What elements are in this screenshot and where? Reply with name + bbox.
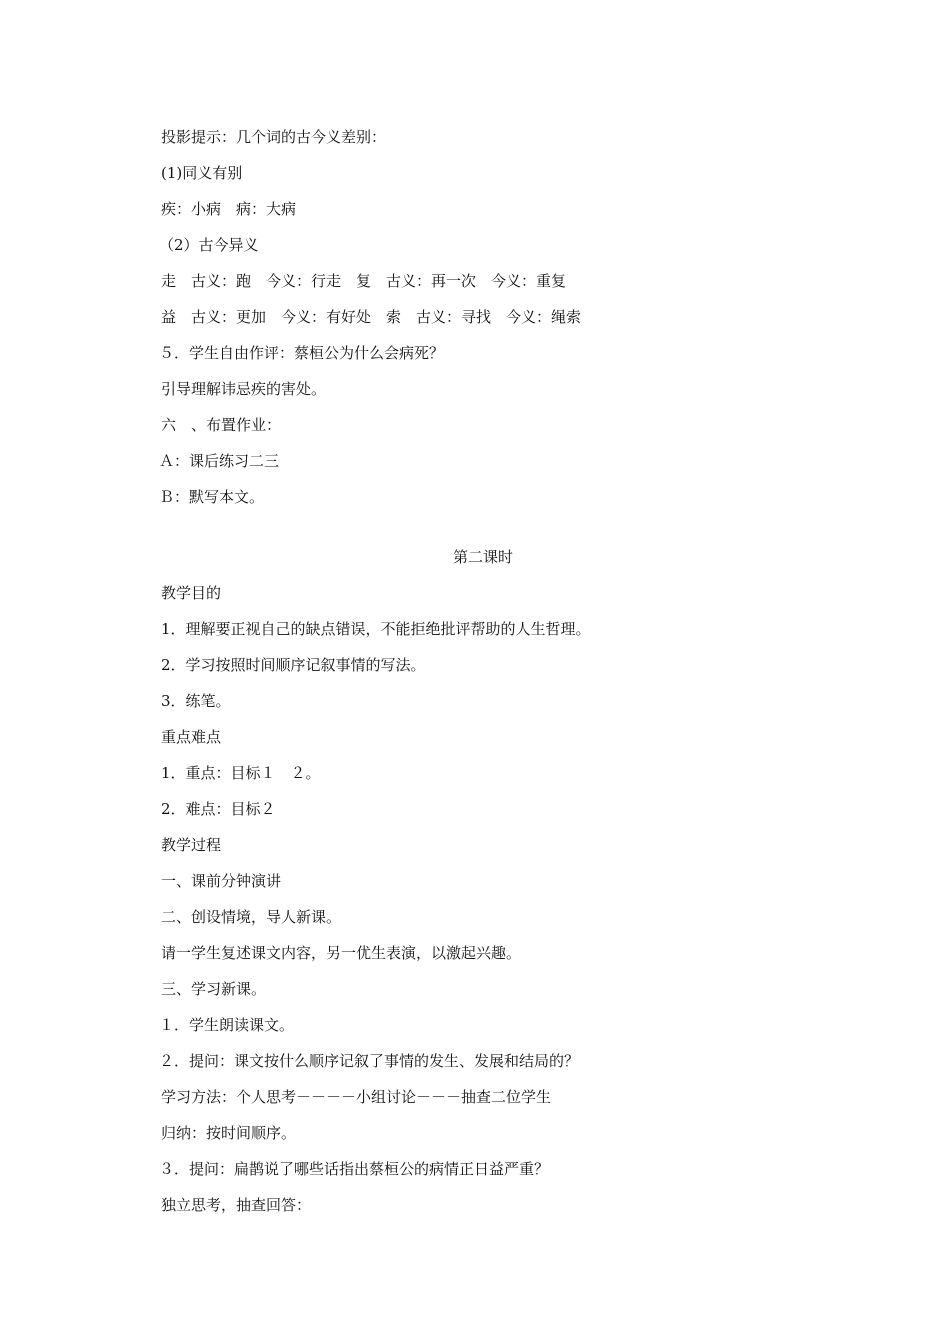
text-line: 投影提示：几个词的古今义差别： — [161, 128, 387, 146]
text-line: 走 古义：跑 今义：行走 复 古义：再一次 今义：重复 — [161, 272, 567, 290]
text-line: 2．学习按照时间顺序记叙事情的写法。 — [161, 656, 426, 674]
text-line: ２．提问：课文按什么顺序记叙了事情的发生、发展和结局的？ — [159, 1052, 580, 1070]
text-line: 益 古义：更加 今义：有好处 索 古义：寻找 今义：绳索 — [161, 308, 582, 326]
text-line: 教学目的 — [161, 584, 222, 602]
text-line: （2）古今异义 — [159, 236, 259, 254]
section-heading: 第二课时 — [452, 548, 513, 566]
text-line: 1．重点：目标１ ２。 — [161, 764, 321, 782]
text-line: 教学过程 — [161, 836, 222, 854]
text-line: 3．练笔。 — [161, 692, 231, 710]
text-line: Ｂ：默写本文。 — [159, 488, 265, 506]
text-line: 引导理解讳忌疾的害处。 — [161, 380, 327, 398]
text-line: Ａ：课后练习二三 — [159, 452, 280, 470]
text-line: 二、创设情境，导人新课。 — [161, 908, 342, 926]
text-line: ３．提问：扁鹊说了哪些话指出蔡桓公的病情正日益严重？ — [159, 1160, 550, 1178]
text-line: 一、课前分钟演讲 — [161, 872, 282, 890]
text-line: 2．难点：目标２ — [161, 800, 276, 818]
text-line: 归纳：按时间顺序。 — [161, 1124, 297, 1142]
text-line: 学习方法：个人思考－－－－小组讨论－－－抽查二位学生 — [161, 1088, 552, 1106]
text-line: 1．理解要正视自己的缺点错误，不能拒绝批评帮助的人生哲理。 — [161, 620, 591, 638]
text-line: ５．学生自由作评：蔡桓公为什么会病死？ — [159, 344, 445, 362]
text-line: １．学生朗读课文。 — [159, 1016, 295, 1034]
text-line: (1)同义有别 — [161, 164, 243, 182]
text-line: 疾：小病 病：大病 — [161, 200, 297, 218]
text-line: 独立思考，抽查回答： — [161, 1196, 312, 1214]
text-line: 三、学习新课。 — [161, 980, 267, 998]
text-line: 重点难点 — [161, 728, 222, 746]
text-line: 请一学生复述课文内容，另一优生表演，以激起兴趣。 — [161, 944, 522, 962]
text-line: 六 、布置作业： — [161, 416, 282, 434]
